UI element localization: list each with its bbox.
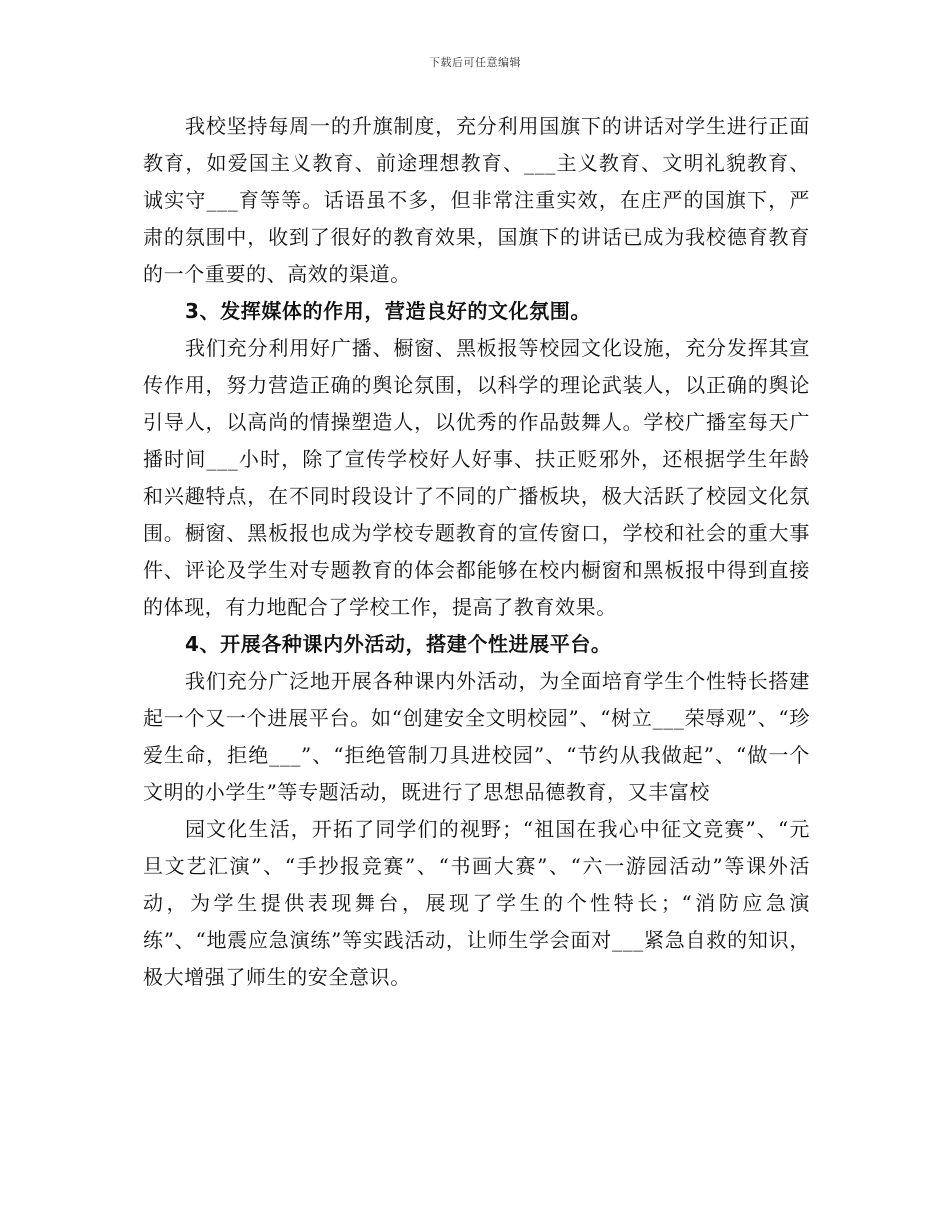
paragraph-flag-ceremony: 我校坚持每周一的升旗制度，充分利用国旗下的讲话对学生进行正面教育，如爱国主义教育、前途理想教育、___主义教育、文明礼貌教育、诚实守___育等等。话语虽不多，但非常注重实效，在庄严的国旗下，严肃的氛围中，收到了很好的教育效果，国旗下的讲话已成为我校德育教育的一个重要的、高效的渠道。 [143, 114, 810, 286]
paragraph-activities: 我们充分广泛地开展各种课内外活动，为全面培育学生个性特长搭建起一个又一个进展平台。如“创建安全文明校园”、“树立___荣辱观”、“珍爱生命，拒绝___”、“拒绝管制刀具进校园”、“节约从我做起”、“做一个文明的小学生”等专题活动，既进行了思想品德教育，又丰富校 [143, 669, 810, 804]
paragraph-media: 我们充分利用好广播、橱窗、黑板报等校园文化设施，充分发挥其宣传作用，努力营造正确的舆论氛围，以科学的理论武装人，以正确的舆论引导人，以高尚的情操塑造人，以优秀的作品鼓舞人。学校广播室每天广播时间___小时，除了宣传学校好人好事、扶正贬邪外，还根据学生年龄和兴趣特点，在不同时段设计了不同的广播板块，极大活跃了校园文化氛围。橱窗、黑板报也成为学校专题教育的宣传窗口，学校和社会的重大事件、评论及学生对专题教育的体会都能够在校内橱窗和黑板报中得到直接的体现，有力地配合了学校工作，提高了教育效果。 [143, 336, 810, 619]
section-heading-3: 3、发挥媒体的作用，营造良好的文化氛围。 [185, 299, 591, 323]
document-body [143, 108, 810, 996]
page-header: 下载后可任意编辑 [429, 56, 521, 69]
section-heading-4: 4、开展各种课内外活动，搭建个性进展平台。 [185, 632, 612, 656]
paragraph-activities-continued: 园文化生活，开拓了同学们的视野；“祖国在我心中征文竞赛”、“元旦文艺汇演”、“手抄报竞赛”、“书画大赛”、“六一游园活动”等课外活动，为学生提供表现舞台，展现了学生的个性特长；“消防应急演练”、“地震应急演练”等实践活动，让师生学会面对___紧急自救的知识，极大增强了师生的安全意识。 [143, 817, 810, 989]
